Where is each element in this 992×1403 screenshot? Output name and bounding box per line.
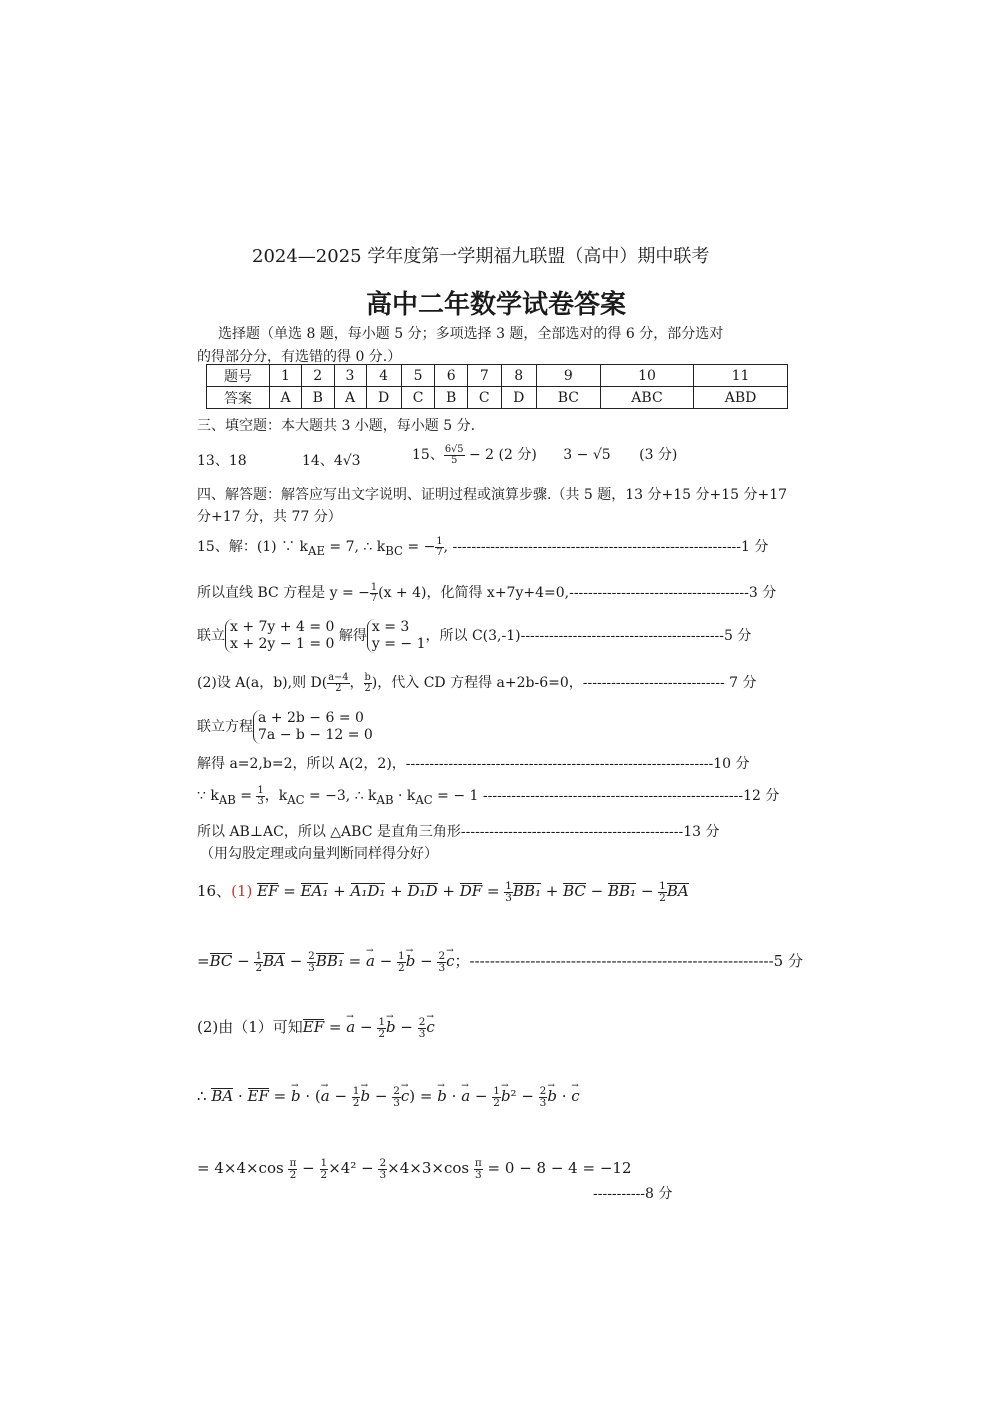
fraction-denominator: 2	[364, 682, 371, 694]
q15-text: 联立	[197, 627, 225, 644]
q15-line6: 解得 a=2,b=2，所以 A(2，2)，-----------------------------------------------------------------10 分	[197, 756, 750, 772]
fraction-denominator: 3	[393, 1096, 400, 1109]
fraction-numerator: 1	[436, 535, 443, 547]
fraction-numerator: 2	[379, 1157, 387, 1169]
question-number: 5	[401, 365, 435, 387]
subscript: AC	[415, 792, 433, 807]
fraction	[492, 1086, 501, 1108]
fraction-numerator: 1	[352, 1085, 360, 1097]
fraction-numerator: 6√5	[444, 443, 464, 455]
fraction-denominator: 3	[257, 795, 264, 807]
equation: x + 7y + 4 = 0	[230, 619, 335, 635]
fraction-denominator: 5	[451, 454, 458, 466]
fraction	[364, 673, 372, 694]
fill-q13: 13、18	[197, 453, 247, 469]
vector-bc: BC	[209, 952, 233, 970]
q15-note: （用勾股定理或向量判断同样得分好）	[200, 846, 438, 862]
fraction	[392, 1086, 401, 1108]
vector-ea1: EA₁	[300, 882, 329, 900]
fraction	[307, 951, 316, 973]
page-title: 高中二年数学试卷答案	[366, 290, 627, 320]
fraction-denominator: 2	[493, 1096, 500, 1109]
question-number: 6	[435, 365, 468, 387]
q15-line8: 所以 AB⊥AC，所以 △ABC 是直角三角形-----------------------------------------------13 分	[197, 824, 720, 840]
vector-bb1: BB₁	[315, 952, 344, 970]
q16-line2: =BC − $\frac{1}{2}$ BA − $\frac{2}{3}$ BB₁ = → a − $\frac{1}{2}$ → b − $\frac{2}{3}$ → c；------------------------------------------------------------5 分	[197, 950, 803, 973]
answer-cell: D	[501, 387, 536, 409]
fraction-numerator: 1	[659, 880, 666, 892]
equation: x + 2y − 1 = 0	[230, 635, 335, 652]
q16-line5	[197, 1158, 631, 1180]
q15-text: =	[235, 788, 257, 804]
q15-line3	[197, 619, 751, 653]
vector-b: → b	[547, 1087, 557, 1105]
answer-cell: ABC	[600, 387, 693, 409]
solution-system	[367, 619, 426, 653]
q15-text: = −	[402, 539, 436, 555]
fraction-denominator: 2	[289, 1168, 297, 1181]
fill-q15-part1: − 2 (2 分)	[469, 447, 537, 463]
equation: 7a − b − 12 = 0	[258, 726, 373, 743]
fraction	[539, 1086, 548, 1108]
q16-text: (2)由（1）可知	[197, 1018, 303, 1036]
q15-score: = − 1 -------------------------------------------------------12 分	[432, 788, 780, 804]
row-label-answer: 答案	[207, 387, 270, 409]
q16-score: ；------------------------------------------------------------5 分	[454, 952, 803, 970]
q15-line2	[197, 582, 776, 603]
fraction	[327, 673, 349, 694]
vector-b: → b	[360, 1087, 370, 1105]
equation-system	[225, 619, 334, 653]
q15-text: 所以直线 BC 方程是 y = −	[197, 585, 370, 601]
fill-q14: 14、4√3	[302, 453, 361, 469]
fraction-numerator: 1	[493, 1085, 500, 1097]
fraction-denominator: 3	[308, 961, 315, 974]
fraction-numerator: 2	[539, 1085, 547, 1097]
vector-d1d: D₁D	[407, 882, 438, 900]
fill-q15-part2: 3 − √5	[563, 447, 611, 463]
q16-text: ×4×3×cos	[387, 1159, 470, 1177]
subscript: AB	[218, 792, 236, 807]
vector-bc: BC	[563, 882, 586, 900]
q15-text: 联立方程	[197, 718, 253, 735]
q16-line4: ∴ BA · EF = → b · (→ a − $\frac{1}{2}$ → b − $\frac{2}{3}$ → c) = → b · → a − $\frac{1}{2}$ → b² − $\frac{2}{3}$ → b · → c	[197, 1086, 580, 1108]
equation: x = 3	[371, 619, 410, 635]
q15-text: ∵ k	[197, 788, 219, 804]
q15-text: (x + 4)，化简得 x+7y+4=0,--------------------------------------3 分	[378, 585, 777, 601]
vector-b: → b	[437, 1087, 447, 1105]
fraction-denominator: 2	[398, 961, 405, 974]
therefore-symbol: ∴	[197, 1087, 207, 1105]
answer-table	[206, 364, 788, 409]
vector-a: → a	[461, 1087, 470, 1105]
vector-ef: EF	[257, 882, 279, 900]
fraction-numerator: 2	[418, 1016, 426, 1028]
fraction-denominator: 3	[505, 891, 512, 904]
table-row	[207, 387, 788, 409]
choice-intro-line2: 的得部分分，有选错的得 0 分.）	[197, 349, 402, 365]
answer-cell: A	[334, 387, 366, 409]
subscript: AC	[287, 792, 305, 807]
q16-line1: 16、(1) EF = EA₁ + A₁D₁ + D₁D + DF = $\frac{1}{3}$ BB₁ + BC − BB₁ − $\frac{1}{2}$ BA	[197, 880, 689, 904]
question-number: 3	[334, 365, 366, 387]
vector-bb1: BB₁	[512, 882, 541, 900]
fraction-numerator: 1	[378, 1016, 386, 1028]
q15-line1	[197, 536, 768, 558]
question-number: 2	[302, 365, 335, 387]
fraction	[397, 951, 406, 973]
question-number: 4	[366, 365, 401, 387]
fraction-denominator: 3	[474, 1168, 482, 1181]
vector-ba: BA	[211, 1087, 234, 1105]
fraction-denominator: 3	[418, 1027, 426, 1040]
q16-text: −	[302, 1159, 315, 1177]
fraction-numerator: 1	[398, 950, 405, 962]
vector-c: → c	[426, 1018, 434, 1036]
fraction	[254, 951, 263, 973]
q15-text: ，所以 C(3,-1)-------------------------------------------5 分	[425, 627, 752, 644]
q15-text: )，代入 CD 方程得 a+2b-6=0，------------------------------ 7 分	[371, 675, 757, 691]
fraction-numerator: 2	[393, 1085, 400, 1097]
fraction-denominator: 2	[659, 891, 666, 904]
q15-text: 解得	[334, 627, 367, 644]
question-number: 9	[536, 365, 600, 387]
fraction-numerator: π	[474, 1157, 482, 1169]
fraction-numerator: 1	[255, 950, 263, 962]
subscript: AE	[308, 543, 325, 558]
q16-text: ×4² −	[328, 1159, 374, 1177]
vector-c: → c	[446, 952, 454, 970]
fraction-denominator: 2	[352, 1096, 360, 1109]
q15-text: = 7, ∴ k	[324, 539, 386, 555]
vector-a: → a	[321, 1087, 330, 1105]
fill-q15	[412, 444, 677, 465]
fraction-numerator: b	[364, 671, 371, 683]
exam-subtitle: 2024—2025 学年度第一学期福九联盟（高中）期中联考	[252, 246, 710, 267]
choice-intro-line1: 选择题（单选 8 题，每小题 5 分；多项选择 3 题，全部选对的得 6 分，部分选对	[218, 326, 724, 342]
question-number: 7	[467, 365, 501, 387]
question-number: 11	[694, 365, 788, 387]
q15-line4	[197, 672, 757, 693]
equation-system	[253, 710, 373, 744]
q16-line3: (2)由（1）可知EF = → a − $\frac{1}{2}$ → b − $\frac{2}{3}$ → c	[197, 1016, 435, 1039]
vector-a: → a	[366, 952, 375, 970]
q16-final-score: -----------8 分	[593, 1186, 673, 1202]
solve-heading-line2: 分+17 分，共 77 分）	[197, 509, 342, 525]
fraction-denominator: 2	[255, 961, 263, 974]
fraction-denominator: 3	[438, 961, 446, 974]
fraction	[435, 537, 443, 558]
fraction	[504, 881, 513, 903]
fraction	[288, 1158, 297, 1180]
question-number: 1	[270, 365, 302, 387]
fraction-numerator: 2	[308, 950, 315, 962]
q15-line5	[197, 710, 373, 744]
fraction-numerator: 1	[370, 581, 378, 593]
row-label-number: 题号	[207, 365, 270, 387]
q15-text: (2)设 A(a，b),则 D(	[197, 675, 328, 691]
fraction-numerator: 2	[438, 950, 446, 962]
q16-text: = 4×4×cos	[197, 1159, 284, 1177]
answer-cell: A	[270, 387, 302, 409]
answer-cell: B	[302, 387, 335, 409]
q15-text: = −3, ∴ k	[304, 788, 377, 804]
vector-ef: EF	[302, 1018, 325, 1036]
vector-b: → b	[501, 1087, 511, 1105]
fill-q15-label: 15、	[412, 447, 444, 463]
fill-heading: 三、填空题：本大题共 3 小题，每小题 5 分.	[197, 418, 476, 434]
fraction	[377, 1017, 386, 1039]
fraction	[444, 445, 465, 466]
q15-text: 15、解：(1) ∵ k	[197, 539, 309, 555]
fraction	[378, 1158, 387, 1180]
question-number: 8	[501, 365, 536, 387]
q16-label: 16、	[197, 882, 232, 900]
fraction	[256, 786, 264, 807]
fraction-numerator: 1	[505, 880, 512, 892]
fraction-numerator: 1	[257, 784, 264, 796]
fraction	[474, 1158, 483, 1180]
subscript: BC	[385, 543, 403, 558]
vector-b: → b	[291, 1087, 301, 1105]
fill-q15-score: (3 分)	[639, 447, 678, 463]
fraction-denominator: 2	[320, 1168, 328, 1181]
fraction	[437, 951, 446, 973]
answer-cell: C	[467, 387, 501, 409]
vector-ba: BA	[263, 952, 286, 970]
fraction-denominator: 2	[378, 1027, 386, 1040]
fraction-denominator: 7	[370, 592, 378, 604]
q15-text: ，	[349, 675, 364, 691]
fraction-denominator: 7	[436, 546, 443, 558]
table-row	[207, 365, 788, 387]
question-number: 10	[600, 365, 693, 387]
vector-bb1: BB₁	[607, 882, 637, 900]
fraction-denominator: 2	[335, 682, 342, 694]
vector-c: → c	[571, 1087, 579, 1105]
q16-result: = 0 − 8 − 4 = −12	[487, 1159, 632, 1177]
fraction	[658, 881, 667, 903]
answer-cell: B	[435, 387, 468, 409]
answer-cell: C	[401, 387, 435, 409]
q15-text: ，k	[264, 788, 288, 804]
vector-b: → b	[386, 1018, 396, 1036]
equation: y = − 1	[371, 635, 426, 652]
equation: a + 2b − 6 = 0	[258, 710, 364, 726]
vector-ef: EF	[247, 1087, 269, 1105]
vector-a: → a	[346, 1018, 355, 1036]
vector-df: DF	[459, 882, 483, 900]
vector-ba: BA	[666, 882, 689, 900]
q16-part1-label: (1)	[231, 882, 253, 900]
fraction-numerator: a−4	[328, 671, 349, 683]
vector-c: → c	[401, 1087, 409, 1105]
q15-line7	[197, 785, 779, 807]
vector-b: → b	[406, 952, 416, 970]
q15-score: , -------------------------------------------------------------1 分	[443, 539, 769, 555]
q15-text: · k	[393, 788, 416, 804]
fraction	[418, 1017, 427, 1039]
fraction-numerator: 1	[320, 1157, 328, 1169]
answer-cell: D	[366, 387, 401, 409]
fraction	[352, 1086, 361, 1108]
solve-heading-line1: 四、解答题：解答应写出文字说明、证明过程或演算步骤.（共 5 题，13 分+15 分+15 分+17	[197, 487, 788, 503]
subscript: AB	[376, 792, 394, 807]
fraction-denominator: 3	[379, 1168, 387, 1181]
fraction	[370, 583, 378, 604]
fraction-denominator: 3	[539, 1096, 547, 1109]
fraction	[320, 1158, 329, 1180]
answer-cell: ABD	[694, 387, 788, 409]
vector-a1d1: A₁D₁	[350, 882, 386, 900]
fraction-numerator: π	[289, 1157, 297, 1169]
answer-cell: BC	[536, 387, 600, 409]
